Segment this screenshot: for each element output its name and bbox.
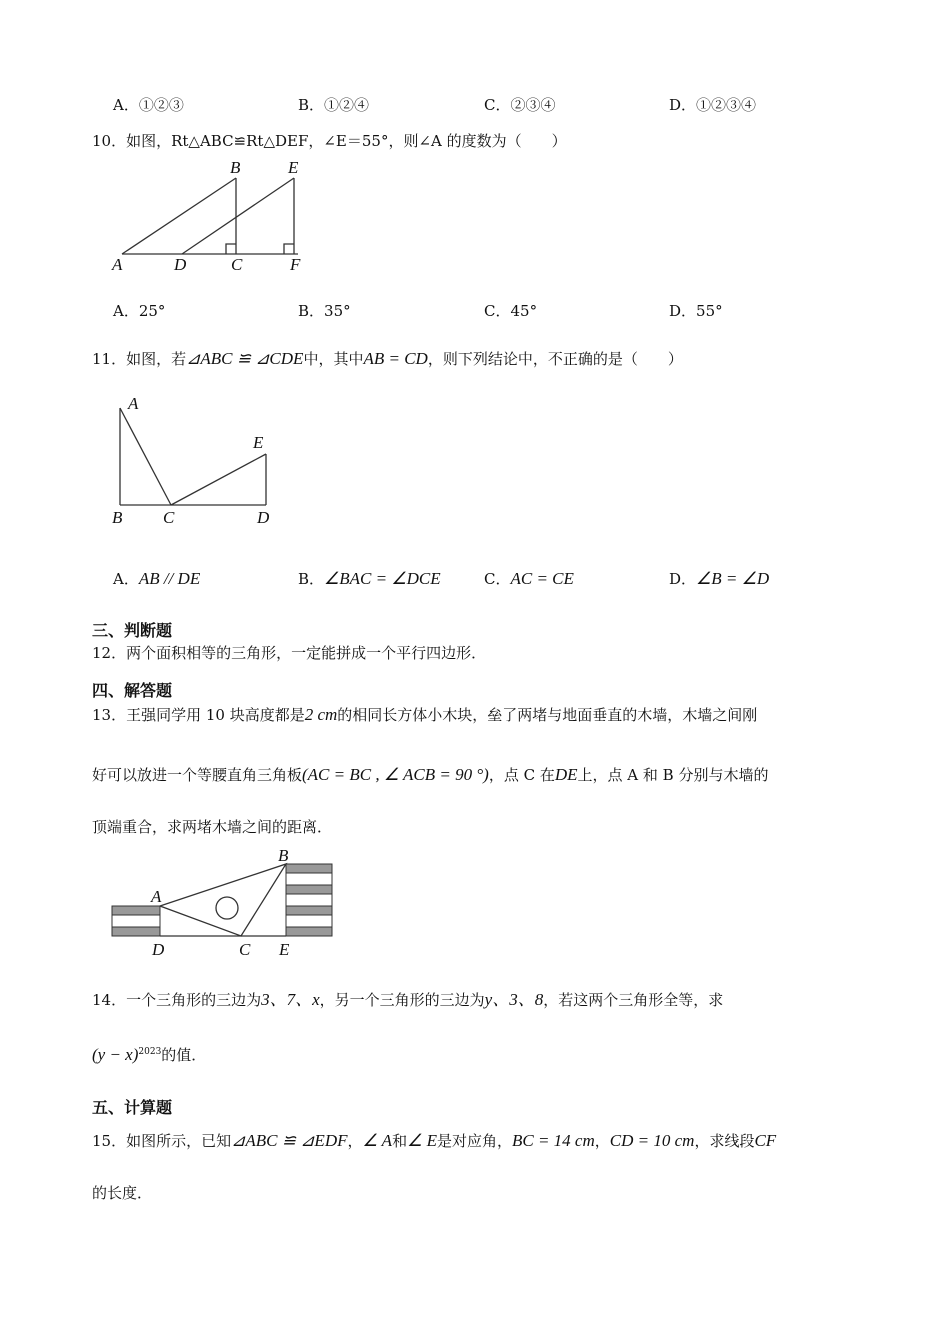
q13-line3: 顶端重合，求两堵木墙之间的距离． — [92, 818, 333, 836]
q11-figure — [108, 392, 283, 532]
q11-option-d — [669, 568, 769, 589]
q14-line2-suffix: 的值． — [161, 1046, 207, 1064]
q9-option-b: B．①②④ — [298, 96, 370, 114]
q11-side-ac — [120, 408, 171, 505]
q10-label-f: F — [290, 255, 301, 274]
q10-right-angle-f — [284, 244, 294, 254]
q15-line1-math6: CF — [754, 1131, 777, 1150]
q10-option-a: A．25° — [113, 302, 166, 320]
q11-option-a-letter: A． — [113, 570, 139, 588]
q11-label-c: C — [163, 508, 175, 527]
q11-option-b — [298, 568, 441, 589]
q15-line1-and: 和 — [392, 1132, 408, 1150]
q11-option-d-letter: D． — [669, 570, 697, 588]
q9-option-c: C．②③④ — [484, 96, 556, 114]
q13-figure — [108, 846, 340, 961]
q11-label-e: E — [253, 433, 264, 452]
q15-line1-math5: CD = 10 cm — [609, 1131, 695, 1150]
q11-option-d-math: ∠B = ∠D — [696, 569, 770, 588]
q13-line1-suffix: 的相同长方体小木块，垒了两堵与地面垂直的木墙，木墙之间刚 — [337, 706, 758, 724]
q13-line2-math2: DE — [554, 765, 578, 784]
q11-label-b: B — [112, 508, 123, 527]
q11-stem-math-condition: AB = CD — [363, 349, 428, 368]
q13-label-a: A — [151, 887, 162, 906]
q15-line2: 的长度． — [92, 1184, 153, 1202]
q11-option-b-math: ∠BAC = ∠DCE — [324, 569, 441, 588]
q11-option-c-letter: C． — [484, 570, 511, 588]
q15-line1-sep2: ， — [594, 1132, 610, 1150]
q15-line1-math2: ∠ A — [362, 1131, 393, 1150]
q10-figure — [108, 158, 313, 276]
q14-line1-math1: 3、7、x — [261, 990, 320, 1009]
q13-left-wall — [112, 906, 160, 936]
q10-label-c: C — [231, 255, 243, 274]
q11-stem-math-congruence: ⊿ABC ≌ ⊿CDE — [186, 349, 304, 368]
q11-option-b-letter: B． — [298, 570, 325, 588]
q13-label-c: C — [239, 940, 251, 959]
q14-line1-math2: y、3、8 — [484, 990, 544, 1009]
q15-line1 — [92, 1130, 776, 1151]
q13-line2 — [92, 764, 768, 785]
q13-line2-mid: ，点 C 在 — [488, 766, 555, 784]
q14-line1-suffix: ，若这两个三角形全等，求 — [543, 991, 724, 1009]
q14-line1-prefix: 14．一个三角形的三边为 — [92, 991, 262, 1009]
q14-line1-mid: ，另一个三角形的三边为 — [319, 991, 485, 1009]
q11-option-c — [484, 568, 574, 589]
section-3-title: 三、判断题 — [92, 621, 173, 640]
q11-stem — [92, 348, 683, 369]
q11-stem-prefix: 11．如图，若 — [92, 350, 187, 368]
q13-line2-math: (AC = BC , ∠ ACB = 90 °) — [302, 765, 489, 784]
q11-stem-mid: 中，其中 — [303, 350, 364, 368]
q15-line1-suffix: ，求线段 — [694, 1132, 755, 1150]
q10-label-e: E — [288, 158, 299, 177]
q13-line2-prefix: 好可以放进一个等腰直角三角板 — [92, 766, 303, 784]
q13-line1 — [92, 704, 757, 725]
q13-line1-math: 2 cm — [304, 705, 338, 724]
q15-line1-math1: ⊿ABC ≌ ⊿EDF — [231, 1131, 348, 1150]
q9-option-a: A．①②③ — [113, 96, 184, 114]
q13-line2-suffix: 上，点 A 和 B 分别与木墙的 — [577, 766, 769, 784]
q10-right-angle-c — [226, 244, 236, 254]
q13-right-wall — [286, 864, 332, 936]
q10-label-d: D — [174, 255, 187, 274]
q10-label-a: A — [112, 255, 123, 274]
q10-option-b: B．35° — [298, 302, 351, 320]
q11-option-a — [113, 568, 200, 589]
q10-option-d: D．55° — [669, 302, 723, 320]
q13-label-e: E — [279, 940, 290, 959]
q12-stem: 12．两个面积相等的三角形，一定能拼成一个平行四边形． — [92, 644, 487, 662]
q11-option-a-math: AB // DE — [138, 569, 201, 588]
q10-side-de — [182, 178, 294, 254]
q14-line2-math: (y − x) — [92, 1045, 139, 1064]
section-5-title: 五、计算题 — [92, 1098, 173, 1117]
q11-stem-suffix: ，则下列结论中，不正确的是（ ） — [427, 350, 683, 368]
q13-triangle-hole — [216, 897, 238, 919]
q13-line1-prefix: 13．王强同学用 10 块高度都是 — [92, 706, 305, 724]
q10-label-b: B — [230, 158, 241, 177]
q15-line1-sep1: ， — [347, 1132, 363, 1150]
section-4-title: 四、解答题 — [92, 681, 173, 700]
q15-line1-mid: 是对应角， — [436, 1132, 512, 1150]
q10-stem: 10．如图，Rt△ABC≌Rt△DEF，∠E＝55°，则∠A 的度数为（ ） — [92, 132, 567, 150]
q15-line1-math4: BC = 14 cm — [511, 1131, 595, 1150]
q15-line1-prefix: 15．如图所示，已知 — [92, 1132, 232, 1150]
q10-side-ab — [122, 178, 236, 254]
q10-option-c: C．45° — [484, 302, 538, 320]
q14-line1 — [92, 985, 723, 1010]
q11-side-ce — [171, 454, 266, 505]
q14-line2 — [92, 1044, 206, 1065]
q14-line2-exponent: 2023 — [138, 1047, 162, 1057]
q13-label-b: B — [278, 846, 289, 865]
q13-label-d: D — [152, 940, 165, 959]
q11-label-a: A — [128, 394, 139, 413]
q13-triangle — [160, 864, 286, 936]
q15-line1-math3: ∠ E — [407, 1131, 437, 1150]
q11-option-c-math: AC = CE — [510, 569, 574, 588]
q11-label-d: D — [257, 508, 270, 527]
q9-option-d: D．①②③④ — [669, 96, 757, 114]
